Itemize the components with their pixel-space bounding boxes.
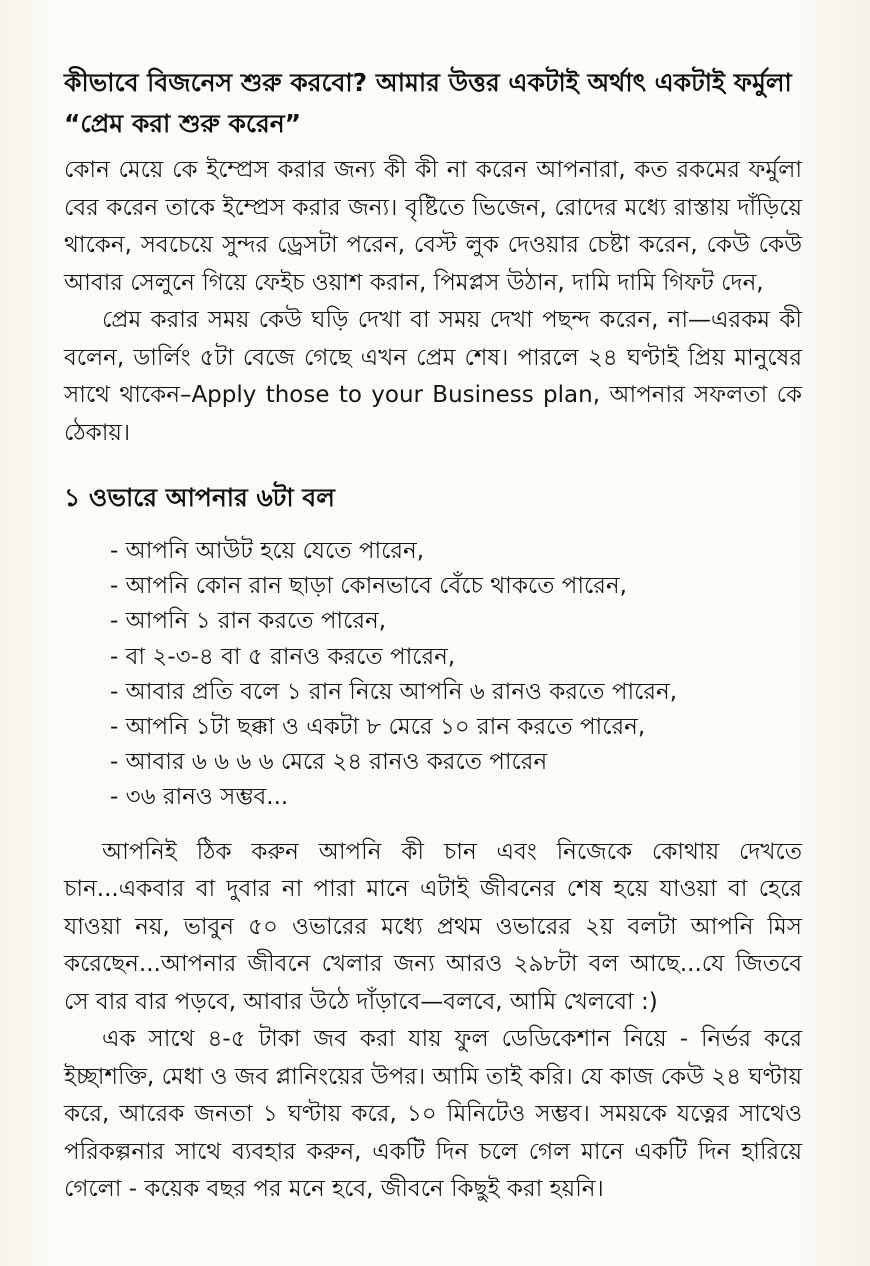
paragraph-decide: আপনিই ঠিক করুন আপনি কী চান এবং নিজেকে কোথায় দেখতে চান...একবার বা দুবার না পারা মানে এটাই জীবনের শেষ হয়ে যাওয়া বা হেরে যাওয়া নয়, ভাবুন ৫০ ওভারের মধ্যে প্রথম ওভারের ২য় বলটা আপনি মিস করেছেন...আপনার জীবনে খেলার জন্য আরও ২৯৮টা বল আছে...যে জিতবে সে বার বার পড়বে, আবার উঠে দাঁড়াবে—বলবে, আমি খেলবো :) <box>64 838 802 1015</box>
paragraph-jobs: এক সাথে ৪-৫ টাকা জব করা যায় ফুল ডেডিকেশান নিয়ে - নির্ভর করে ইচ্ছাশক্তি, মেধা ও জব প্লানিংয়ের উপর। আমি তাই করি। যে কাজ কেউ ২৪ ঘণ্টায় করে, আরেক জনতা ১ ঘণ্টায় করে, ১০ মিনিটেও সম্ভব। সময়কে যত্নের সাথেও পরিকল্পনার সাথে ব্যবহার করুন, একটি দিন চলে গেল মানে একটি দিন হারিয়ে গেলো - কয়েক বছর পর মনে হবে, জীবনে কিছুই করা হয়নি। <box>64 1026 802 1203</box>
list-item: - আপনি আউট হয়ে যেতে পারেন, <box>110 538 425 564</box>
list-item: - আপনি ১ রান করতে পারেন, <box>110 608 387 635</box>
list-item: - আপনি কোন রান ছাড়া কোনভাবে বেঁচে থাকতে পারেন, <box>110 573 627 600</box>
section-title: ১ ওভারে আপনার ৬টা বল <box>64 483 335 512</box>
balls-list <box>64 534 802 816</box>
list-item: - আপনি ১টা ছক্কা ও একটা ৮ মেরে ১০ রান করতে পারেন, <box>110 714 646 741</box>
page-heading: কীভাবে বিজনেস শুরু করবো? আমার উত্তর একটাই অর্থাৎ একটাই ফর্মুলা “প্রেম করা শুরু করেন” <box>64 68 792 138</box>
paragraph-love-time: প্রেম করার সময় কেউ ঘড়ি দেখা বা সময় দেখা পছন্দ করেন, না—এরকম কী বলেন, ডার্লিং ৫টা বেজে গেছে এখন প্রেম শেষ। পারলে ২৪ ঘণ্টাই প্রিয় মানুষের সাথে থাকেন–Apply those to your Business plan, আপনার সফলতা কে ঠেকায়। <box>64 307 802 446</box>
list-item: - বা ২-৩-৪ বা ৫ রানও করতে পারেন, <box>110 643 456 670</box>
list-item: - আবার ৬ ৬ ৬ ৬ মেরে ২৪ রানও করতে পারেন <box>110 749 548 776</box>
list-item: - আবার প্রতি বলে ১ রান নিয়ে আপনি ৬ রানও করতে পারেন, <box>110 678 678 705</box>
paragraph-impress: কোন মেয়ে কে ইম্প্রেস করার জন্য কী কী না করেন আপনারা, কত রকমের ফর্মুলা বের করেন তাকে ইম্প্রেস করার জন্য। বৃষ্টিতে ভিজেন, রোদের মধ্যে রাস্তায় দাঁড়িয়ে থাকেন, সবচেয়ে সুন্দর ড্রেসটা পরেন, বেস্ট লুক দেওয়ার চেষ্টা করেন, কেউ কেউ আবার সেলুনে গিয়ে ফেইচ ওয়াশ করান, পিমপ্লস উঠান, দামি দামি গিফট দেন, <box>64 157 802 296</box>
list-item: - ৩৬ রানও সম্ভব... <box>110 784 289 811</box>
